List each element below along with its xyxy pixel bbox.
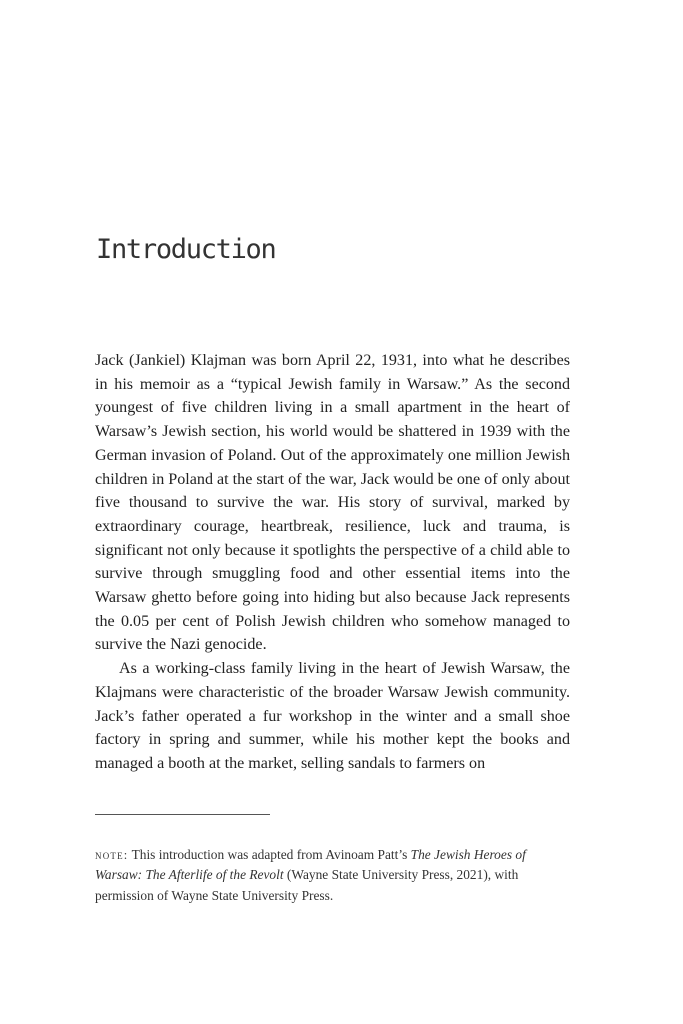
footnote-divider (95, 814, 270, 815)
footnote (95, 845, 565, 906)
footnote-text-after: (Wayne State University Press, 2021), with permission of Wayne State University Press. (95, 867, 519, 903)
paragraph-2: As a working-class family living in the heart of Jewish Warsaw, the Klajmans were characteristic of the broader Warsaw Jewish community. Jack’s father operated a fur workshop in the winter and a small shoe factory in spring and summer, while his mother kept the books and managed a booth at the market, selling sandals to farmers on (95, 660, 570, 772)
footnote-label: note: (95, 848, 129, 862)
footnote-book-title: The Jewish Heroes of Warsaw: The Afterlife of the Revolt (95, 847, 526, 883)
body-text (95, 349, 570, 776)
footnote-text-before: This introduction was adapted from Avinoam Patt’s (128, 847, 411, 862)
paragraph-1: Jack (Jankiel) Klajman was born April 22, 1931, into what he describes in his memoir as a “typical Jewish family in Warsaw.” As the second youngest of five children living in a small apartment in the heart of Warsaw’s Jewish section, his world would be shattered in 1939 with the German invasion of Poland. Out of the approximately one million Jewish children in Poland at the start of the war, Jack would be one of only about five thousand to survive the war. His story of survival, marked by extraordinary courage, heartbreak, resilience, luck and trauma, is significant not only because it spotlights the perspective of a child able to survive through smuggling food and other essential items into the Warsaw ghetto before going into hiding but also because Jack represents the 0.05 per cent of Polish Jewish children who somehow managed to survive the Nazi genocide. (95, 352, 570, 654)
chapter-title: Introduction (96, 234, 276, 265)
